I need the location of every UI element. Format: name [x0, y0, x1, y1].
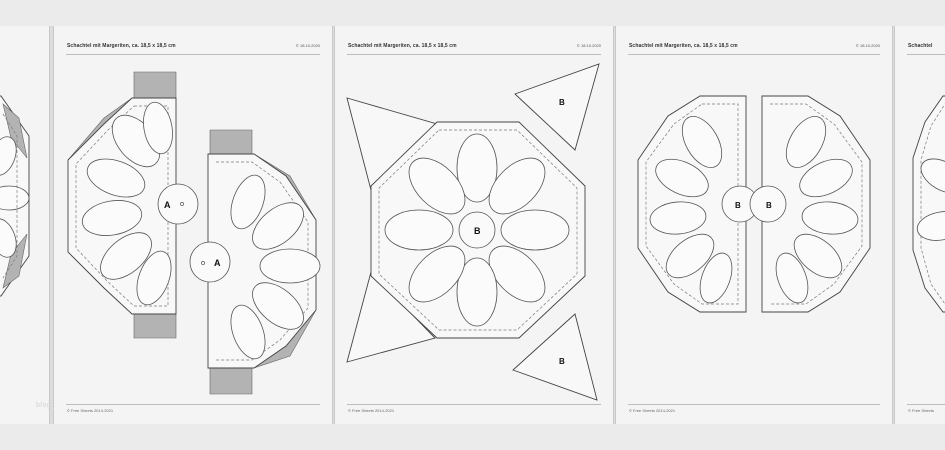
glue-flap [134, 72, 176, 98]
sheet-footer: © Free Sheets 2014-2021 [67, 408, 114, 413]
footer-rule [66, 404, 320, 405]
sheet-code: © 18.10.2020 [295, 43, 320, 48]
template-label: B [474, 226, 481, 236]
template-label: B [766, 201, 772, 210]
template-label: B [559, 357, 565, 366]
sheet-partial-left [0, 26, 50, 424]
glue-flap [134, 314, 176, 338]
sheet-footer: © Free Sheets [908, 408, 934, 413]
template-label: B [559, 98, 565, 107]
sheet-3 [615, 26, 893, 424]
sheet-title: Schachtel mit Margeriten, ca. 18,5 x 18,5 cm [629, 43, 738, 49]
sheet-2 [334, 26, 614, 424]
footer-rule [907, 404, 945, 405]
template-drawing [0, 26, 50, 424]
template-drawing [54, 26, 333, 424]
template-label: A [214, 258, 221, 268]
sheet-code: © 18.10.2020 [855, 43, 880, 48]
glue-flap [210, 368, 252, 394]
template-label: B [735, 201, 741, 210]
sheet-code: © 18.10.2020 [576, 43, 601, 48]
half-template-right [190, 130, 320, 394]
template-drawing [335, 26, 614, 424]
flower-hub [190, 242, 230, 282]
template-label: A [164, 200, 171, 210]
template-drawing [895, 26, 945, 424]
glue-flap [210, 130, 252, 154]
half-template-left [68, 72, 198, 338]
sheet-partial-right [894, 26, 945, 424]
footer-rule [347, 404, 601, 405]
sheet-title: Schachtel mit Margeriten, ca. 18,5 x 18,5 cm [67, 43, 176, 49]
template-outline [913, 96, 945, 312]
sheet-footer: © Free Sheets 2014-2021 [629, 408, 676, 413]
sheet-footer: © Free Sheets 2014-2021 [348, 408, 395, 413]
watermark: blog [36, 402, 52, 409]
sheet-title: Schachtel mit Margeriten, ca. 18,5 x 18,5 cm [348, 43, 457, 49]
template-drawing [616, 26, 893, 424]
footer-rule [628, 404, 880, 405]
sheet-1 [53, 26, 333, 424]
sheet-title: Schachtel [908, 43, 933, 49]
